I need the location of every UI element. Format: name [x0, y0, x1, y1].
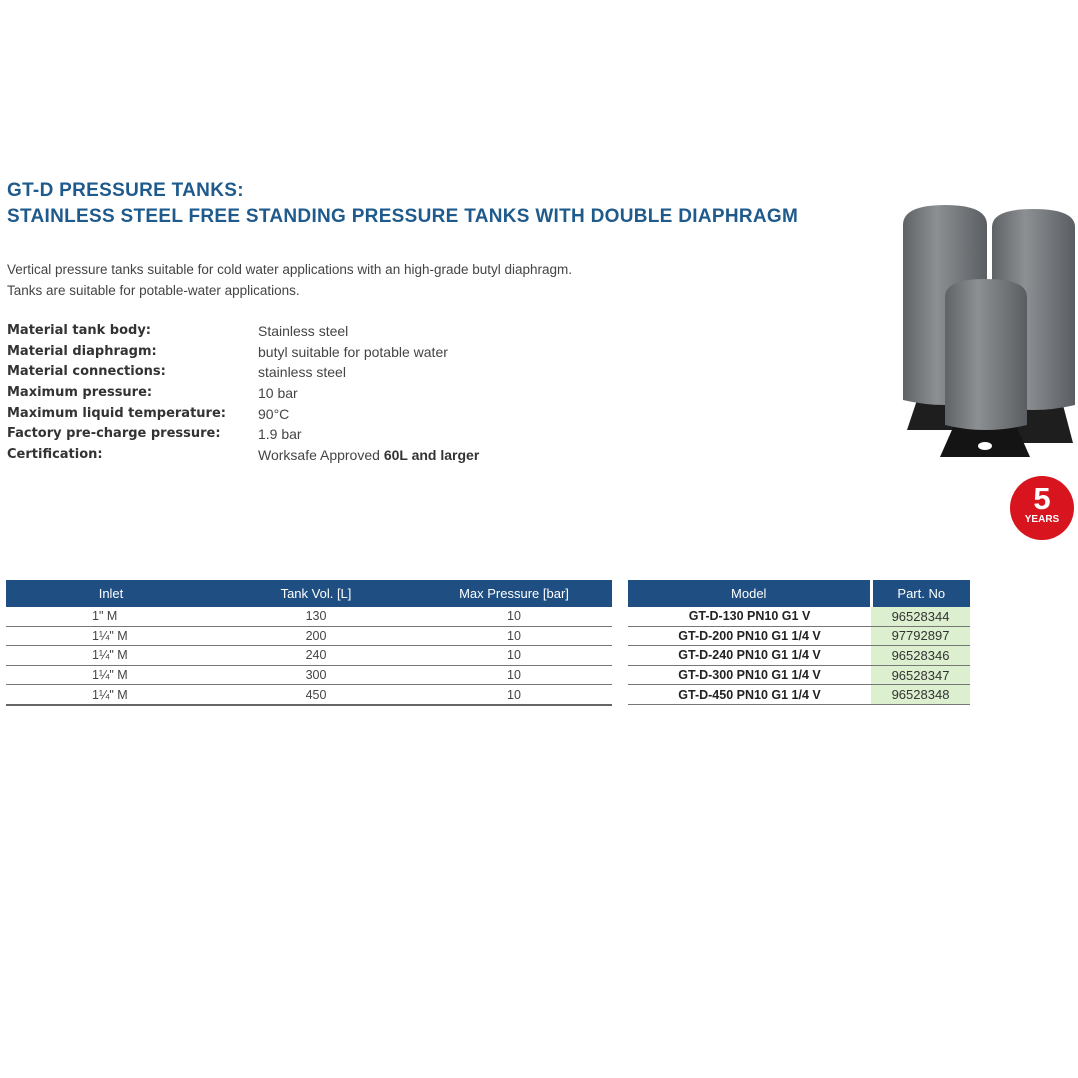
cell-model: GT-D-240 PN10 G1 1/4 V — [628, 646, 871, 666]
table-row — [6, 646, 612, 666]
cell-inlet: 1¼" M — [6, 665, 216, 685]
spec-value: Worksafe Approved 60L and larger — [258, 447, 480, 464]
table-row — [6, 607, 612, 626]
cell-part-no: 96528347 — [871, 665, 970, 685]
cell-max-pressure: 10 — [416, 607, 612, 626]
spec-label: Certification: — [7, 447, 103, 463]
cell-tank-vol: 130 — [216, 607, 416, 626]
page-subtitle: STAINLESS STEEL FREE STANDING PRESSURE TANKS WITH DOUBLE DIAPHRAGM — [7, 206, 799, 227]
cell-part-no: 96528344 — [871, 607, 970, 626]
cell-tank-vol: 200 — [216, 626, 416, 646]
column-header-model: Model — [628, 580, 871, 607]
spec-value: stainless steel — [258, 364, 346, 381]
cell-tank-vol: 300 — [216, 665, 416, 685]
spec-label: Material tank body: — [7, 323, 151, 338]
cell-inlet: 1¼" M — [6, 685, 216, 705]
cell-model: GT-D-130 PN10 G1 V — [628, 607, 871, 626]
cell-part-no: 97792897 — [871, 626, 970, 646]
spec-value: 1.9 bar — [258, 426, 302, 443]
spec-label: Maximum pressure: — [7, 385, 153, 401]
table-row — [628, 665, 970, 685]
table-row — [628, 685, 970, 705]
cell-inlet: 1¼" M — [6, 646, 216, 666]
cell-max-pressure: 10 — [416, 646, 612, 666]
description-line-1: Vertical pressure tanks suitable for cold water applications with an high-grade butyl diaphragm. — [7, 262, 573, 277]
table-row — [628, 626, 970, 646]
cell-model: GT-D-450 PN10 G1 1/4 V — [628, 685, 871, 705]
page-title: GT-D PRESSURE TANKS: — [7, 180, 244, 201]
column-header-part-no: Part. No — [871, 580, 970, 607]
table-row — [628, 607, 970, 626]
cell-max-pressure: 10 — [416, 665, 612, 685]
warranty-years-number: 5 — [1033, 481, 1051, 516]
cell-model: GT-D-200 PN10 G1 1/4 V — [628, 626, 871, 646]
spec-label: Maximum liquid temperature: — [7, 405, 226, 421]
column-header-inlet: Inlet — [6, 580, 216, 607]
cell-tank-vol: 450 — [216, 685, 416, 705]
spec-table-header — [6, 580, 612, 607]
warranty-badge — [1010, 476, 1074, 540]
cell-model: GT-D-300 PN10 G1 1/4 V — [628, 665, 871, 685]
model-table-header — [628, 580, 970, 607]
spec-value: 10 bar — [258, 385, 298, 402]
table-row — [6, 685, 612, 705]
cell-part-no: 96528348 — [871, 685, 970, 705]
cell-max-pressure: 10 — [416, 685, 612, 705]
spec-value: Stainless steel — [258, 323, 349, 339]
cell-part-no: 96528346 — [871, 646, 970, 666]
pressure-tanks-image — [895, 205, 1078, 465]
spec-label: Factory pre-charge pressure: — [7, 426, 221, 442]
table-row — [628, 646, 970, 666]
table-row — [6, 665, 612, 685]
spec-label: Material diaphragm: — [7, 343, 157, 359]
description-line-2: Tanks are suitable for potable-water applications. — [7, 283, 300, 298]
tank-front — [940, 279, 1030, 457]
table-row — [6, 626, 612, 646]
spec-table — [6, 580, 612, 706]
cell-inlet: 1" M — [6, 607, 216, 626]
cell-inlet: 1¼" M — [6, 626, 216, 646]
warranty-years-label: YEARS — [1024, 514, 1060, 525]
model-table — [628, 580, 970, 705]
spec-label: Material connections: — [7, 364, 166, 380]
spec-value: 90°C — [258, 405, 290, 422]
cell-max-pressure: 10 — [416, 626, 612, 646]
cell-tank-vol: 240 — [216, 646, 416, 666]
column-header-max-pressure: Max Pressure [bar] — [416, 580, 612, 607]
spec-value: butyl suitable for potable water — [258, 343, 448, 360]
column-header-tank-vol: Tank Vol. [L] — [216, 580, 416, 607]
